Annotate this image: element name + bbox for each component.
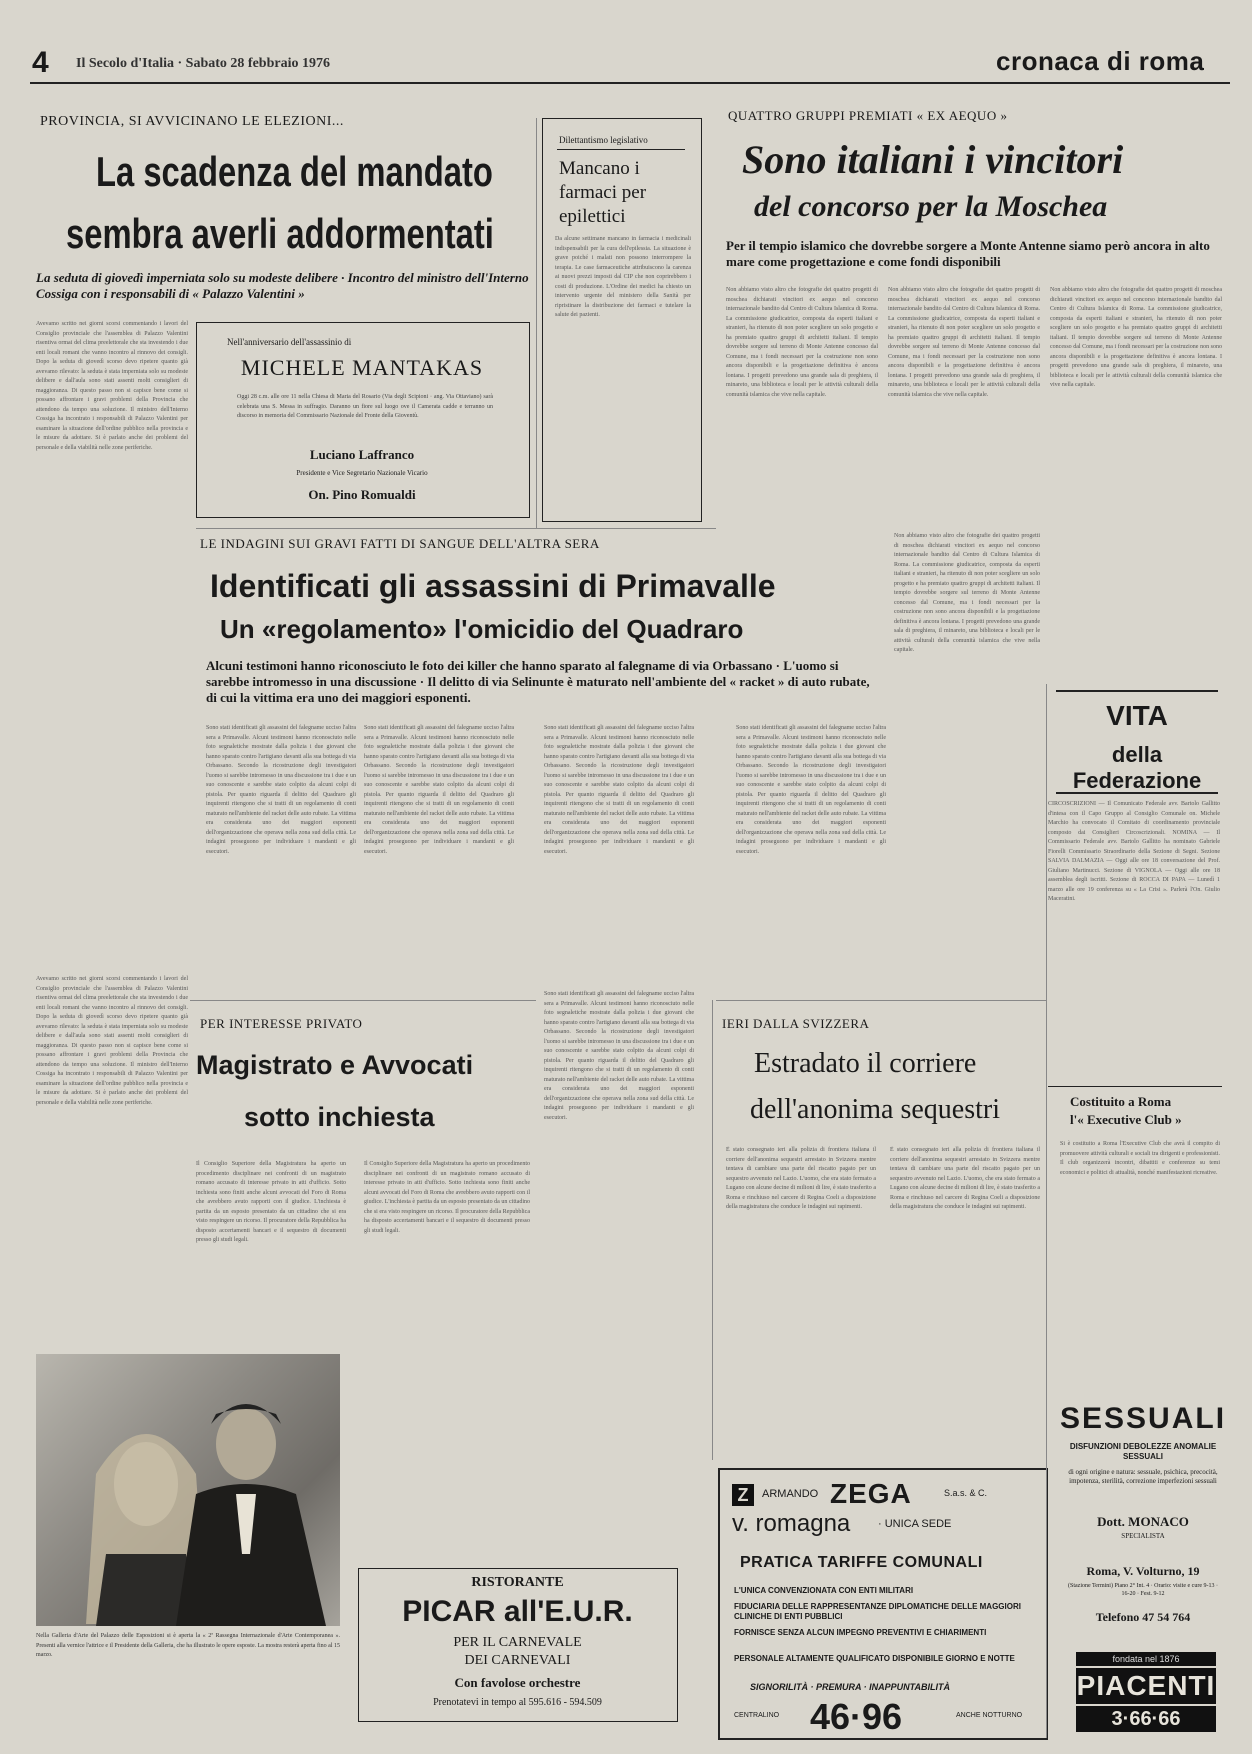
farmaci-body: Da alcune settimane mancano in farmacia i medicinali indispensabili per la cura dell'epilessia. La situazione è grave poiché i malati non possono interrompere la terapia. Le case farmaceutiche attribuiscono la carenza ai nuovi prezzi imposti dal CIP che non coprirebbero i costi di produzione. L'Ordine dei medici ha chiesto un intervento urgente del ministero della Sanità per ripristinare la distribuzione dei farmaci e tutelare la salute dei pazienti. <box>555 236 691 318</box>
provincia-body-col1: Avevamo scritto nei giorni scorsi commentando i lavori del Consiglio provinciale che l'assemblea di Palazzo Valentini risentiva ormai del clima preelettorale che sta investendo i due enti locali romani che vanno incontro al rinnovo dei consigli. Dopo la seduta di giovedì scorso devo ripetere quanto già avevamo rilevato: la seduta è stata imperniata solo su modeste delibere e dall'aula sono stati assenti molti consiglieri di maggioranza. Di questo passo non si capisce bene come si possano affrontare i gravi problemi della Provincia che attendono da tempo una soluzione. Il ministro dell'Interno Cossiga ha incontrato i responsabili di Palazzo Valentini per esaminare la situazione dell'ordine pubblico nella provincia e le misure da adottare. Si è parlato anche dei problemi del personale e della viabilità nelle zone periferiche. <box>36 321 188 451</box>
section-title: cronaca di roma <box>996 46 1205 76</box>
sessuali-spec: SPECIALISTA <box>1121 1532 1165 1540</box>
zega-item-1: L'UNICA CONVENZIONATA CON ENTI MILITARI <box>734 1586 914 1595</box>
zega-motto: SIGNORILITÀ · PREMURA · INAPPUNTABILITÀ <box>750 1682 950 1692</box>
col-divider-2 <box>1046 684 1047 1738</box>
farmaci-kicker: Dilettantismo legislativo <box>559 135 648 145</box>
picar-line-5: Prenotatevi in tempo al 595.616 - 594.509 <box>433 1697 602 1708</box>
estradato-body-col1: È stato consegnato ieri alla polizia di frontiera italiana il corriere dell'anonima sequestri arrestato in Svizzera mentre tentava di cambiare una parte del riscatto pagato per un sequestro avvenuto nel Lazio. L'uomo, che era stato fermato a Lugano con alcune decine di milioni di lire, è stato trasferito a Roma e rinchiuso nel carcere di Regina Coeli a disposizione della magistratura che conduce le indagini sui rapimenti. <box>726 1147 876 1210</box>
picar-name: PICAR all'E.U.R. <box>402 1595 633 1628</box>
zega-name-2: ZEGA <box>830 1478 912 1509</box>
man-face <box>216 1408 276 1480</box>
moschea-body-col1: Non abbiamo visto altro che fotografie dei quattro progetti di moschea dichiarati vincitori ex aequo nel concorso internazionale bandito dal Centro di Cultura Islamica di Roma. La commissione giudicatrice, composta da esperti italiani e stranieri, ha ritenuto di non poter scegliere un solo progetto e ha premiato quattro gruppi di architetti italiani. Il tempio dovrebbe sorgere sul terreno di Monte Antenne concesso dal Comune, ma i fondi necessari per la costruzione non sono ancora disponibili e la progettazione definitiva è ancora lontana. I progetti prevedono una grande sala di preghiera, il minareto, una biblioteca e locali per le attività culturali della comunità islamica che vive nella capitale. <box>726 287 878 398</box>
photo-caption: Nella Galleria d'Arte del Palazzo delle Esposizioni si è aperta la « 2ª Rassegna Internazionale d'Arte Contemporanea ». Presenti alla vernice l'attrice e il Presidente della Galleria, che ha illustrato le opere esposte. La mostra resterà aperta fino al 15 marzo. <box>36 1633 340 1658</box>
provincia-subhead: La seduta di giovedì imperniata solo su modeste delibere · Incontro del ministro dell'Interno Cossiga con i responsabili di « Palazzo Valentini » <box>36 270 529 301</box>
zega-item-2: FIDUCIARIA DELLE RAPPRESENTANZE DIPLOMATICHE DELLE MAGGIORI CLINICHE DI ENTI PUBBLICI <box>734 1602 1021 1621</box>
magistrato-top-rule <box>190 1000 536 1001</box>
zega-phone: 46·96 <box>810 1696 903 1737</box>
estradato-headline-1: Estradato il corriere <box>754 1048 977 1079</box>
zega-notturno: ANCHE NOTTURNO <box>956 1712 1023 1719</box>
mantakas-signature-3: On. Pino Romualdi <box>308 487 416 502</box>
zega-title: PRATICA TARIFFE COMUNALI <box>740 1554 983 1571</box>
sessuali-title: SESSUALI <box>1060 1402 1227 1435</box>
primavalle-body-col3: Sono stati identificati gli assassini del falegname ucciso l'altra sera a Primavalle. Alcuni testimoni hanno riconosciuto nelle foto segnaletiche mostrate dalla polizia i due giovani che hanno sparato contro l'artigiano davanti alla sua bottega di via Orbassano. Secondo la ricostruzione degli investigatori l'uomo si sarebbe intromesso in una discussione tra i due e un suo conoscente e sarebbe stato colpito da alcuni colpi di pistola. Per quanto riguarda il delitto del Quadraro gli inquirenti ritengono che si tratti di un regolamento di conti maturato nell'ambiente del racket delle auto rubate. La vittima era considerata uno dei maggiori esponenti dell'organizzazione che operava nella zona sud della città. Le indagini proseguono per individuare i mandanti e gli esecutori. <box>544 725 694 855</box>
picar-line-3: DEI CARNEVALI <box>464 1653 571 1668</box>
col-divider-1 <box>536 118 537 528</box>
mantakas-name: MICHELE MANTAKAS <box>240 355 484 380</box>
estradato-top-rule <box>716 1000 1046 1001</box>
picar-line-4: Con favolose orchestre <box>454 1675 581 1690</box>
primavalle-headline-2: Un «regolamento» l'omicidio del Quadraro <box>220 614 744 644</box>
provincia-headline-1: La scadenza del mandato <box>96 148 493 195</box>
magistrato-kicker: PER INTERESSE PRIVATO <box>200 1016 363 1031</box>
sessuali-sub: DISFUNZIONI DEBOLEZZE ANOMALIE SESSUALI <box>1069 1442 1217 1461</box>
moschea-body-col4: Non abbiamo visto altro che fotografie dei quattro progetti di moschea dichiarati vincitori ex aequo nel concorso internazionale bandito dal Centro di Cultura Islamica di Roma. La commissione giudicatrice, composta da esperti italiani e stranieri, ha ritenuto di non poter scegliere un solo progetto e ha premiato quattro gruppi di architetti italiani. Il tempio dovrebbe sorgere sul terreno di Monte Antenne concesso dal Comune, ma i fondi necessari per la costruzione non sono ancora disponibili e la progettazione definitiva è ancora lontana. I progetti prevedono una grande sala di preghiera, il minareto, una biblioteca e locali per le attività culturali della comunità islamica che vive nella capitale. <box>1050 287 1222 388</box>
piacenti-ad <box>1076 1652 1216 1738</box>
magistrato-headline-1: Magistrato e Avvocati <box>196 1050 474 1080</box>
zega-street: v. romagna <box>732 1510 851 1537</box>
executive-headline-1: Costituito a Roma <box>1070 1094 1172 1109</box>
sessuali-ad <box>1060 1402 1226 1638</box>
sessuali-body: di ogni origine e natura: sessuale, psichica, precocità, impotenza, sterilità, correzione imperfezioni sessuali <box>1068 1468 1218 1485</box>
zega-suffix: S.a.s. & C. <box>944 1488 988 1498</box>
executive-headline-2: l'« Executive Club » <box>1070 1112 1182 1127</box>
executive-body: Si è costituito a Roma l'Executive Club che avrà il compito di promuovere attività culturali e sociali tra dirigenti e professionisti. Il club organizzerà incontri, dibattiti e conferenze su temi economici e politici di attualità, nonché manifestazioni ricreative. <box>1060 1141 1220 1176</box>
zega-sede: · UNICA SEDE <box>878 1518 952 1530</box>
federazione-body: CIRCOSCRIZIONI — Il Comunicato Federale avv. Bartolo Gallitto d'intesa con il Capo Gruppo al Consiglio Comunale on. Michele Marchio ha convocato il Comitato di coordinamento provinciale composto dai Consiglieri Circoscrizionali. NOMINA — Il Commissario Federale avv. Bartolo Gallitto ha nominato Gabriele Fiorelli Commissario Straordinario della Sezione di Segni. Sezione SALVIA DALMAZIA — Oggi alle ore 18 conversazione del Prof. Giuliano Martinucci. Sezione di VIGNOLA — Oggi alle ore 18 assemblea degli iscritti. Sezione di ROCCA DI PAPA — Lunedì 1 marzo alle ore 19 conferenza su « La Crisi ». Parlerà l'On. Giulio Maceratini. <box>1048 801 1220 902</box>
magistrato-body-col1: Il Consiglio Superiore della Magistratura ha aperto un procedimento disciplinare nei confronti di un magistrato romano accusato di interesse privato in atti d'ufficio. Sotto inchiesta sono finiti anche alcuni avvocati del Foro di Roma che avrebbero avuto rapporti con il giudice. L'inchiesta è partita da un esposto presentato da un cittadino che si era visto respingere un ricorso. Il procuratore della Repubblica ha disposto accertamenti bancari e il sequestro di documenti presso gli studi legali. <box>196 1161 346 1243</box>
mantakas-line: Nell'anniversario dell'assassinio di <box>227 337 352 347</box>
moschea-headline-1: Sono italiani i vincitori <box>742 137 1124 182</box>
picar-ad <box>358 1568 678 1722</box>
zega-item-4: PERSONALE ALTAMENTE QUALIFICATO DISPONIBILE GIORNO E NOTTE <box>734 1654 1015 1663</box>
picar-line-1: RISTORANTE <box>471 1575 564 1590</box>
masthead: Il Secolo d'Italia · Sabato 28 febbraio 1976 <box>76 56 330 71</box>
page-number: 4 <box>32 46 49 79</box>
mantakas-signature-1: Luciano Laffranco <box>309 447 415 462</box>
executive-rule <box>1048 1086 1222 1087</box>
provincia-body-col2: Avevamo scritto nei giorni scorsi commentando i lavori del Consiglio provinciale che l'assemblea di Palazzo Valentini risentiva ormai del clima preelettorale che sta investendo i due enti locali romani che vanno incontro al rinnovo dei consigli. Dopo la seduta di giovedì scorso devo ripetere quanto già avevamo rilevato: la seduta è stata imperniata solo su modeste delibere e dall'aula sono stati assenti molti consiglieri di maggioranza. Di questo passo non si capisce bene come si possano affrontare i gravi problemi della Provincia che attendono da tempo una soluzione. Il ministro dell'Interno Cossiga ha incontrato i responsabili di Palazzo Valentini per esaminare la situazione dell'ordine pubblico nella provincia e le misure da adottare. Si è parlato anche dei problemi del personale e della viabilità nelle zone periferiche. <box>36 976 188 1106</box>
sessuali-phone: Telefono 47 54 764 <box>1095 1610 1191 1624</box>
provincia-kicker: PROVINCIA, SI AVVICINANO LE ELEZIONI... <box>40 114 344 129</box>
zega-item-3: FORNISCE SENZA ALCUN IMPEGNO PREVENTIVI E CHIARIMENTI <box>734 1628 987 1637</box>
estradato-body-col2: È stato consegnato ieri alla polizia di frontiera italiana il corriere dell'anonima sequestri arrestato in Svizzera mentre tentava di cambiare una parte del riscatto pagato per un sequestro avvenuto nel Lazio. L'uomo, che era stato fermato a Lugano con alcune decine di milioni di lire, è stato trasferito a Roma e rinchiuso nel carcere di Regina Coeli a disposizione della magistratura che conduce le indagini sui rapimenti. <box>890 1147 1040 1210</box>
photo-figures <box>36 1354 340 1626</box>
magistrato-body-col2: Il Consiglio Superiore della Magistratura ha aperto un procedimento disciplinare nei confronti di un magistrato romano accusato di interesse privato in atti d'ufficio. Sotto inchiesta sono finiti anche alcuni avvocati del Foro di Roma che avrebbero avuto rapporti con il giudice. L'inchiesta è partita da un esposto presentato da un cittadino che si era visto respingere un ricorso. Il procuratore della Repubblica ha disposto accertamenti bancari e il sequestro di documenti presso gli studi legali. <box>364 1161 530 1234</box>
primavalle-body-col5: Sono stati identificati gli assassini del falegname ucciso l'altra sera a Primavalle. Alcuni testimoni hanno riconosciuto nelle foto segnaletiche mostrate dalla polizia i due giovani che hanno sparato contro l'artigiano davanti alla sua bottega di via Orbassano. Secondo la ricostruzione degli investigatori l'uomo si sarebbe intromesso in una discussione tra i due e un suo conoscente e sarebbe stato colpito da alcuni colpi di pistola. Per quanto riguarda il delitto del Quadraro gli inquirenti ritengono che si tratti di un regolamento di conti maturato nell'ambiente del racket delle auto rubate. La vittima era considerata uno dei maggiori esponenti dell'organizzazione che operava nella zona sud della città. Le indagini proseguono per individuare i mandanti e gli esecutori. <box>544 991 694 1121</box>
estradato-headline-2: dell'anonima sequestri <box>750 1094 1000 1125</box>
zega-ad <box>718 1468 1048 1740</box>
primavalle-top-rule <box>196 528 716 529</box>
primavalle-body-col1: Sono stati identificati gli assassini del falegname ucciso l'altra sera a Primavalle. Alcuni testimoni hanno riconosciuto nelle foto segnaletiche mostrate dalla polizia i due giovani che hanno sparato contro l'artigiano davanti alla sua bottega di via Orbassano. Secondo la ricostruzione degli investigatori l'uomo si sarebbe intromesso in una discussione tra i due e un suo conoscente e sarebbe stato colpito da alcuni colpi di pistola. Per quanto riguarda il delitto del Quadraro gli inquirenti ritengono che si tratti di un regolamento di conti maturato nell'ambiente del racket delle auto rubate. La vittima era considerata uno dei maggiori esponenti dell'organizzazione che operava nella zona sud della città. Le indagini proseguono per individuare i mandanti e gli esecutori. <box>206 725 356 855</box>
primavalle-body-col2: Sono stati identificati gli assassini del falegname ucciso l'altra sera a Primavalle. Alcuni testimoni hanno riconosciuto nelle foto segnaletiche mostrate dalla polizia i due giovani che hanno sparato contro l'artigiano davanti alla sua bottega di via Orbassano. Secondo la ricostruzione degli investigatori l'uomo si sarebbe intromesso in una discussione tra i due e un suo conoscente e sarebbe stato colpito da alcuni colpi di pistola. Per quanto riguarda il delitto del Quadraro gli inquirenti ritengono che si tratti di un regolamento di conti maturato nell'ambiente del racket delle auto rubate. La vittima era considerata uno dei maggiori esponenti dell'organizzazione che operava nella zona sud della città. Le indagini proseguono per individuare i mandanti e gli esecutori. <box>364 725 514 855</box>
mantakas-text: Oggi 28 c.m. alle ore 11 nella Chiesa di Maria del Rosario (Via degli Scipioni · ang. Via Ottaviano) sarà celebrata una S. Messa in suffragio. Daranno un fiore sul luogo ove il Camerata cadde e terranno un discorso in memoria del Commissario Nazionale del Fronte della Gioventù. <box>237 394 493 419</box>
primavalle-headline-1: Identificati gli assassini di Primavalle <box>210 568 776 604</box>
moschea-body-col3: Non abbiamo visto altro che fotografie dei quattro progetti di moschea dichiarati vincitori ex aequo nel concorso internazionale bandito dal Centro di Cultura Islamica di Roma. La commissione giudicatrice, composta da esperti italiani e stranieri, ha ritenuto di non poter scegliere un solo progetto e ha premiato quattro gruppi di architetti italiani. Il tempio dovrebbe sorgere sul terreno di Monte Antenne concesso dal Comune, ma i fondi necessari per la costruzione non sono ancora disponibili e la progettazione definitiva è ancora lontana. I progetti prevedono una grande sala di preghiera, il minareto, una biblioteca e locali per le attività culturali della comunità islamica che vive nella capitale. <box>894 533 1040 653</box>
magistrato-headline-2: sotto inchiesta <box>244 1102 435 1132</box>
sessuali-note: (Stazione Termini) Piano 2° Int. 4 · Orario: visite e cure 9-13 · 16-20 · Fest. 9-12 <box>1068 1583 1218 1597</box>
provincia-headline-2: sembra averli addormentati <box>66 210 494 257</box>
piacenti-name: PIACENTI <box>1076 1668 1216 1704</box>
sessuali-doctor: Dott. MONACO <box>1097 1514 1189 1529</box>
mantakas-box <box>196 322 530 518</box>
header-rule <box>30 82 1230 84</box>
primavalle-kicker: LE INDAGINI SUI GRAVI FATTI DI SANGUE DELL'ALTRA SERA <box>200 536 600 551</box>
primavalle-subhead: Alcuni testimoni hanno riconosciuto le foto dei killer che hanno sparato al falegname di via Orbassano · L'uomo si sarebbe intromesso in una discussione · Il delitto di via Selinunte è maturato nell'ambiente del « racket » di auto rubate, di cui la vittima era uno dei maggiori esponenti. <box>206 658 870 705</box>
piacenti-phone: 3·66·66 <box>1076 1706 1216 1732</box>
picar-line-2: PER IL CARNEVALE <box>453 1635 582 1650</box>
federazione-title-2: della Federazione <box>1072 742 1202 793</box>
farmaci-headline: Mancano i farmaci per epilettici <box>559 158 647 227</box>
primavalle-body-col4: Sono stati identificati gli assassini del falegname ucciso l'altra sera a Primavalle. Alcuni testimoni hanno riconosciuto nelle foto segnaletiche mostrate dalla polizia i due giovani che hanno sparato contro l'artigiano davanti alla sua bottega di via Orbassano. Secondo la ricostruzione degli investigatori l'uomo si sarebbe intromesso in una discussione tra i due e un suo conoscente e sarebbe stato colpito da alcuni colpi di pistola. Per quanto riguarda il delitto del Quadraro gli inquirenti ritengono che si tratti di un regolamento di conti maturato nell'ambiente del racket delle auto rubate. La vittima era considerata uno dei maggiori esponenti dell'organizzazione che operava nella zona sud della città. Le indagini proseguono per individuare i mandanti e gli esecutori. <box>736 725 886 855</box>
zega-name-1: ARMANDO <box>762 1488 819 1500</box>
farmaci-box <box>542 118 702 522</box>
news-photo <box>36 1354 340 1626</box>
estradato-kicker: IERI DALLA SVIZZERA <box>722 1016 870 1031</box>
moschea-subhead: Per il tempio islamico che dovrebbe sorgere a Monte Antenne siamo però ancora in alto mare come progettazione e come fondi disponibili <box>726 238 1210 269</box>
col-divider-3 <box>712 1000 713 1460</box>
zega-centralino: CENTRALINO <box>734 1712 780 1719</box>
sessuali-address: Roma, V. Volturno, 19 <box>1086 1564 1200 1578</box>
moschea-body-col2: Non abbiamo visto altro che fotografie dei quattro progetti di moschea dichiarati vincitori ex aequo nel concorso internazionale bandito dal Centro di Cultura Islamica di Roma. La commissione giudicatrice, composta da esperti italiani e stranieri, ha ritenuto di non poter scegliere un solo progetto e ha premiato quattro gruppi di architetti italiani. Il tempio dovrebbe sorgere sul terreno di Monte Antenne concesso dal Comune, ma i fondi necessari per la costruzione non sono ancora disponibili e la progettazione definitiva è ancora lontana. I progetti prevedono una grande sala di preghiera, il minareto, una biblioteca e locali per le attività culturali della comunità islamica che vive nella capitale. <box>888 287 1040 398</box>
moschea-kicker: QUATTRO GRUPPI PREMIATI « EX AEQUO » <box>728 108 1008 123</box>
federazione-banner <box>1056 690 1218 794</box>
farmaci-kicker-rule <box>557 149 685 150</box>
moschea-headline-2: del concorso per la Moschea <box>754 190 1108 223</box>
zega-logo-icon: Z <box>732 1484 754 1506</box>
piacenti-top: fondata nel 1876 <box>1076 1652 1216 1666</box>
federazione-title-1: VITA <box>1106 700 1168 731</box>
mantakas-signature-2: Presidente e Vice Segretario Nazionale Vicario <box>296 469 428 477</box>
